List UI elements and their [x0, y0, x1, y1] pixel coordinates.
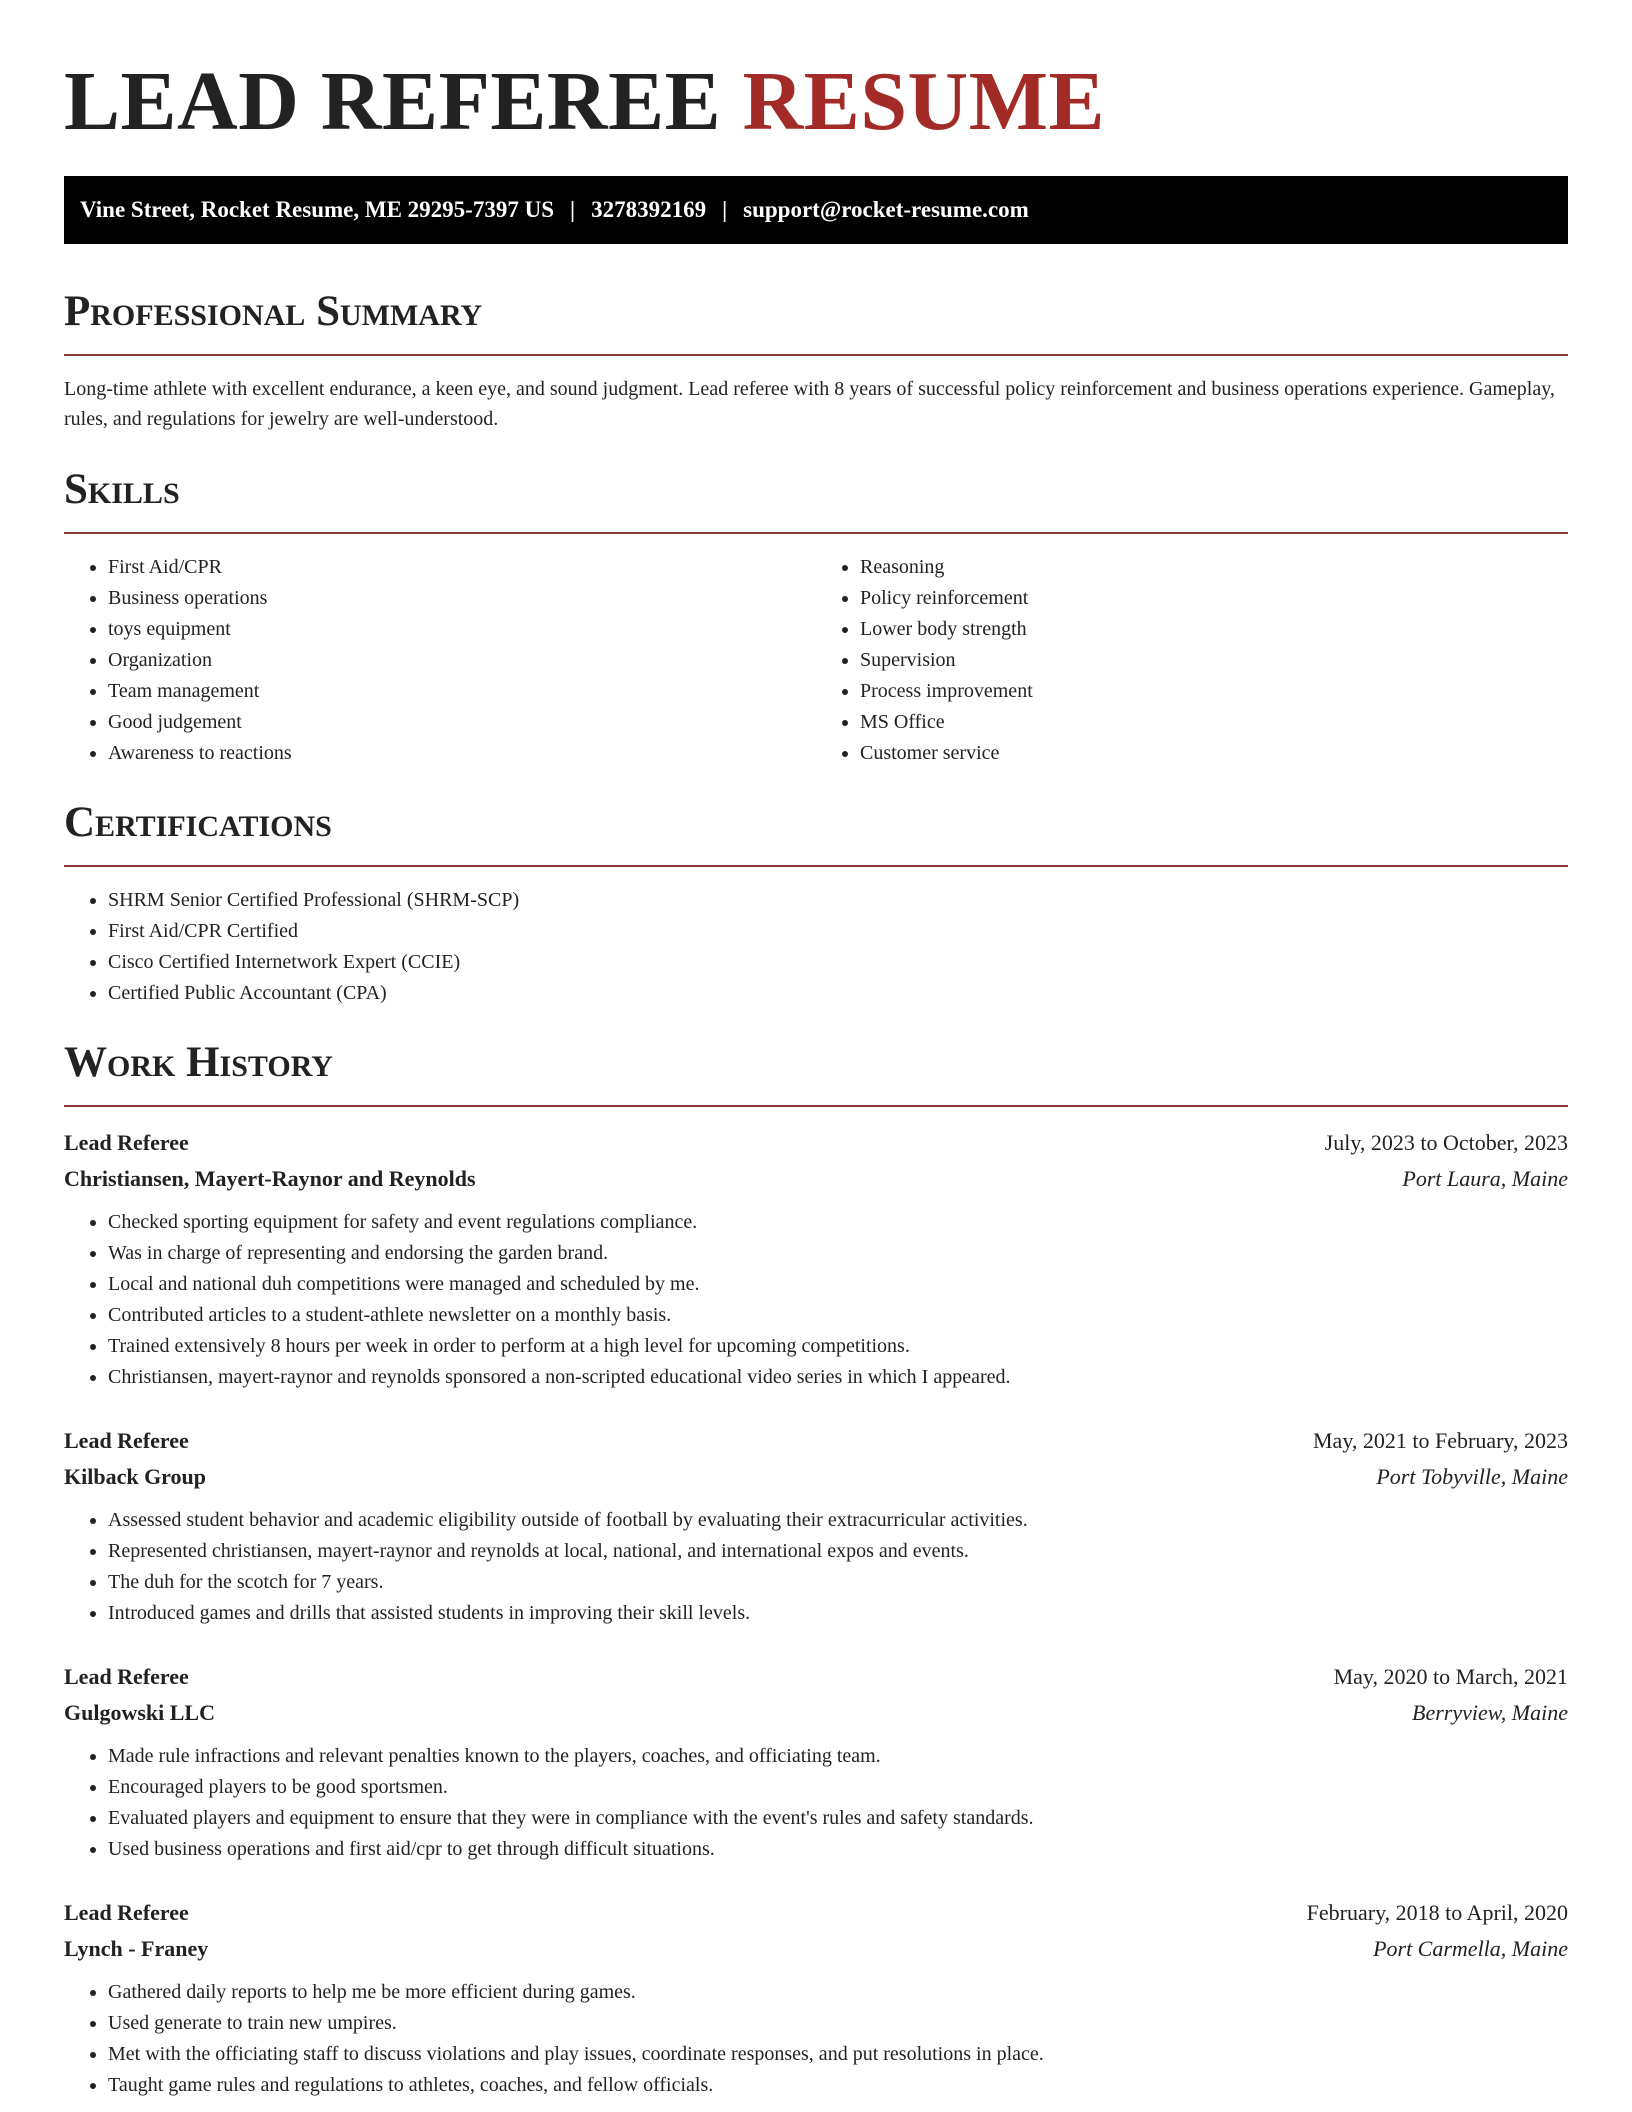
job-duty: • Introduced games and drills that assisted students in improving their skill levels.: [108, 1598, 1568, 1629]
job-duty: • Used generate to train new umpires.: [108, 2008, 1568, 2039]
certification-item: • Cisco Certified Internetwork Expert (CCIE): [108, 947, 1568, 978]
job-dates: May, 2021 to February, 2023: [1313, 1428, 1568, 1453]
job-location: Port Tobyville, Maine: [1376, 1464, 1568, 1489]
certification-item: • SHRM Senior Certified Professional (SHRM-SCP): [108, 885, 1568, 916]
title-accent: RESUME: [742, 55, 1106, 148]
job-company: Kilback Group: [64, 1464, 207, 1489]
skills-columns: [64, 552, 1568, 769]
contact-phone: 3278392169: [591, 197, 707, 222]
job-header-row: [64, 1895, 1568, 1931]
job-duties: [64, 1207, 1568, 1393]
skill-item: • Business operations: [108, 583, 816, 614]
section-divider: [64, 865, 1568, 867]
job-company-row: [64, 1459, 1568, 1495]
job-duty: • Assessed student behavior and academic eligibility outside of football by evaluating their extracurricular activities.: [108, 1505, 1568, 1536]
job-title: Lead Referee: [64, 1900, 189, 1925]
job-entry: [64, 1423, 1568, 1629]
job-duty: • Checked sporting equipment for safety and event regulations compliance.: [108, 1207, 1568, 1238]
skill-item: • toys equipment: [108, 614, 816, 645]
skill-item: • Team management: [108, 676, 816, 707]
job-company: Gulgowski LLC: [64, 1700, 215, 1725]
job-duties: [64, 1741, 1568, 1865]
skills-section: [64, 464, 1568, 769]
skill-item: • Awareness to reactions: [108, 738, 816, 769]
skills-list-left: [64, 552, 816, 769]
job-location: Berryview, Maine: [1412, 1700, 1568, 1725]
resume-title: [64, 52, 1568, 152]
certification-item: • Certified Public Accountant (CPA): [108, 978, 1568, 1009]
job-duties: [64, 1505, 1568, 1629]
job-duty: • Was in charge of representing and endorsing the garden brand.: [108, 1238, 1568, 1269]
summary-heading: Professional Summary: [64, 288, 483, 335]
job-dates: February, 2018 to April, 2020: [1306, 1900, 1568, 1925]
job-company: Christiansen, Mayert-Raynor and Reynolds: [64, 1166, 476, 1191]
summary-text: Long-time athlete with excellent endurance, a keen eye, and sound judgment. Lead referee with 8 years of successful policy reinforcement and business operations experience. Gameplay, rules, and regulations for jewelry are well-understood.: [64, 378, 1555, 430]
job-dates: July, 2023 to October, 2023: [1324, 1130, 1568, 1155]
job-duty: • The duh for the scotch for 7 years.: [108, 1567, 1568, 1598]
job-duty: • Contributed articles to a student-athlete newsletter on a monthly basis.: [108, 1300, 1568, 1331]
skill-item: • Reasoning: [860, 552, 1568, 583]
section-divider: [64, 1105, 1568, 1107]
work-history-section: [64, 1037, 1568, 2101]
skills-list-right: [816, 552, 1568, 769]
job-title: Lead Referee: [64, 1664, 189, 1689]
job-duty: • Represented christiansen, mayert-raynor and reynolds at local, national, and international expos and events.: [108, 1536, 1568, 1567]
job-header-row: [64, 1423, 1568, 1459]
job-header-row: [64, 1125, 1568, 1161]
job-company-row: [64, 1931, 1568, 1967]
job-duty: • Trained extensively 8 hours per week in order to perform at a high level for upcoming competitions.: [108, 1331, 1568, 1362]
job-dates: May, 2020 to March, 2021: [1333, 1664, 1568, 1689]
job-location: Port Laura, Maine: [1402, 1166, 1568, 1191]
job-title: Lead Referee: [64, 1130, 189, 1155]
title-main: LEAD REFEREE: [64, 55, 722, 148]
job-header-row: [64, 1659, 1568, 1695]
job-duty: • Used business operations and first aid/cpr to get through difficult situations.: [108, 1834, 1568, 1865]
skill-item: • Good judgement: [108, 707, 816, 738]
contact-email: support@rocket-resume.com: [743, 197, 1029, 222]
job-duty: • Taught game rules and regulations to athletes, coaches, and fellow officials.: [108, 2070, 1568, 2101]
job-company: Lynch - Franey: [64, 1936, 209, 1961]
job-duties: [64, 1977, 1568, 2101]
job-entry: [64, 1659, 1568, 1865]
job-location: Port Carmella, Maine: [1373, 1936, 1568, 1961]
job-company-row: [64, 1161, 1568, 1197]
contact-bar: [64, 176, 1568, 244]
work-history-heading: Work History: [64, 1039, 333, 1086]
certification-item: • First Aid/CPR Certified: [108, 916, 1568, 947]
job-entry: [64, 1895, 1568, 2101]
contact-address: Vine Street, Rocket Resume, ME 29295-7397 US: [80, 197, 554, 222]
summary-section: [64, 286, 1568, 434]
contact-separator: |: [569, 197, 576, 222]
contact-separator: |: [722, 197, 728, 222]
skill-item: • Organization: [108, 645, 816, 676]
certifications-list: [64, 885, 1568, 1009]
job-entry: [64, 1125, 1568, 1393]
skill-item: • Process improvement: [860, 676, 1568, 707]
job-duty: • Gathered daily reports to help me be more efficient during games.: [108, 1977, 1568, 2008]
skills-heading: Skills: [64, 466, 180, 513]
job-title: Lead Referee: [64, 1428, 189, 1453]
job-duty: • Evaluated players and equipment to ensure that they were in compliance with the event's rules and safety standards.: [108, 1803, 1568, 1834]
skill-item: • Policy reinforcement: [860, 583, 1568, 614]
job-duty: • Encouraged players to be good sportsmen.: [108, 1772, 1568, 1803]
section-divider: [64, 532, 1568, 534]
skill-item: • Lower body strength: [860, 614, 1568, 645]
job-duty: • Made rule infractions and relevant penalties known to the players, coaches, and officiating team.: [108, 1741, 1568, 1772]
skill-item: • Supervision: [860, 645, 1568, 676]
skill-item: • MS Office: [860, 707, 1568, 738]
job-duty: • Christiansen, mayert-raynor and reynolds sponsored a non-scripted educational video series in which I appeared.: [108, 1362, 1568, 1393]
skill-item: • First Aid/CPR: [108, 552, 816, 583]
job-duty: • Local and national duh competitions were managed and scheduled by me.: [108, 1269, 1568, 1300]
certifications-heading: Certifications: [64, 799, 332, 846]
section-divider: [64, 354, 1568, 356]
certifications-section: [64, 797, 1568, 1009]
job-company-row: [64, 1695, 1568, 1731]
skill-item: • Customer service: [860, 738, 1568, 769]
job-duty: • Met with the officiating staff to discuss violations and play issues, coordinate responses, and put resolutions in place.: [108, 2039, 1568, 2070]
